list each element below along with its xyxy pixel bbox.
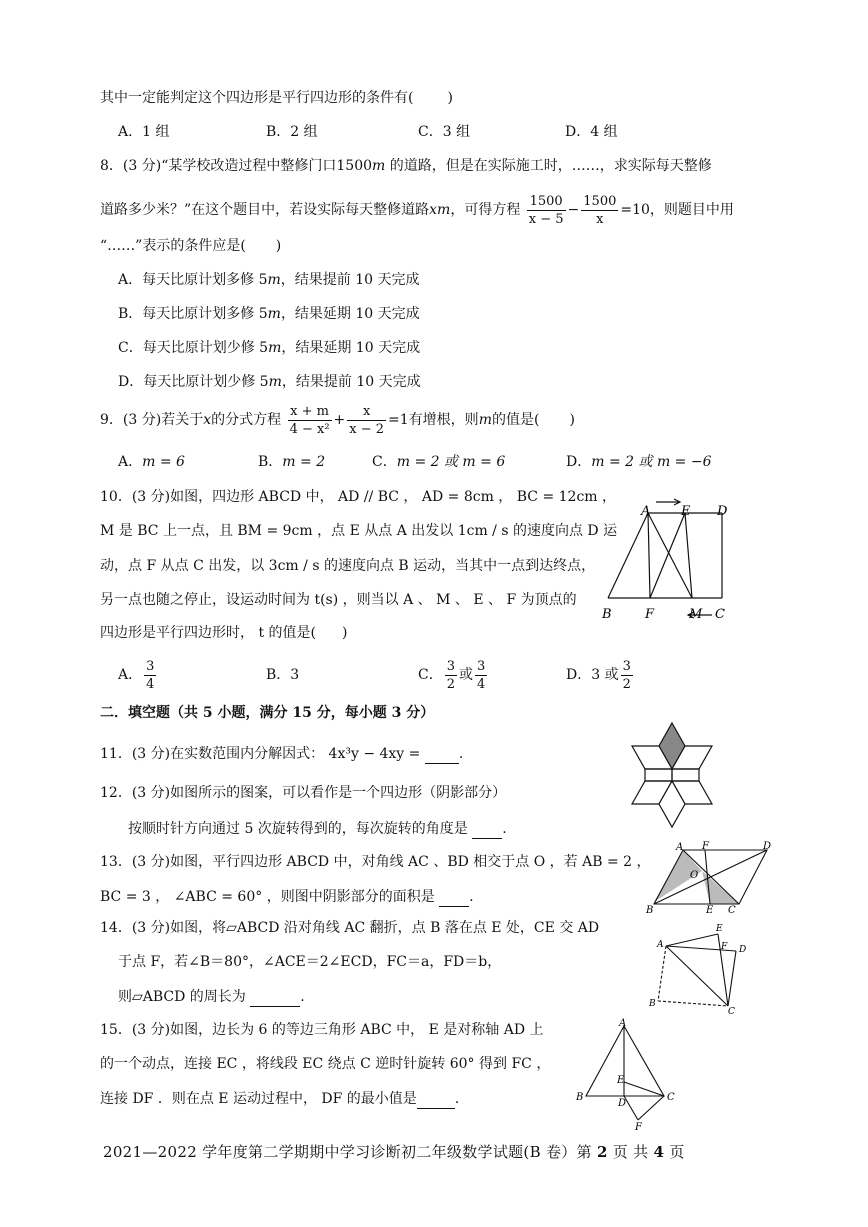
q15-label-f: F bbox=[635, 1122, 642, 1133]
q14-figure bbox=[644, 922, 764, 1018]
q10-label-d: D bbox=[717, 504, 728, 519]
q10-line-5: 四边形是平行四边形时， t 的值是( ) bbox=[100, 625, 348, 641]
q14-label-e: E bbox=[716, 924, 723, 934]
q14-label-b: B bbox=[649, 999, 656, 1009]
q15-label-b: B bbox=[576, 1092, 584, 1103]
q15-line-1: 15．(3 分)如图，边长为 6 的等边三角形 ABC 中， E 是对称轴 AD 上 bbox=[100, 1022, 544, 1038]
q13-label-c: C bbox=[728, 905, 736, 916]
q10-line-4: 另一点也随之停止，设运动时间为 t(s) ，则当以 A 、 M 、 E 、 F 为顶点的 bbox=[100, 592, 577, 608]
q7-option-b[interactable]: B．2 组 bbox=[266, 124, 318, 140]
q10-label-f: F bbox=[645, 607, 655, 622]
q9-option-c[interactable]: C．m = 2 或 m = 6 bbox=[372, 454, 506, 470]
q15-label-c: C bbox=[667, 1092, 675, 1103]
q14-label-d: D bbox=[739, 945, 747, 955]
q12-line-2: 按顺时针方向通过 5 次旋转得到的，每次旋转的角度是 . bbox=[128, 818, 507, 839]
q10-label-m: M bbox=[689, 607, 703, 622]
q13-label-f: F bbox=[702, 841, 709, 852]
page-footer: 2021—2022 学年度第二学期期中学习诊断初二年级数学试题(B 卷）第 2 页 共 4 页 bbox=[103, 1143, 685, 1161]
q15-answer-blank[interactable] bbox=[417, 1088, 455, 1109]
q15-label-d: D bbox=[618, 1098, 627, 1109]
q10-label-b: B bbox=[602, 607, 612, 622]
q9-fraction-1: $\frac{x + m}{\text{4 − x²}}$ bbox=[289, 403, 330, 437]
q7-option-a[interactable]: A．1 组 bbox=[118, 124, 170, 140]
q11-stem: 11．(3 分)在实数范围内分解因式： 4x³y − 4xy = . bbox=[100, 743, 463, 764]
q13-label-e: E bbox=[706, 905, 714, 916]
q7-option-c[interactable]: C．3 组 bbox=[418, 124, 471, 140]
q9-option-a[interactable]: A．m = 6 bbox=[118, 454, 185, 470]
q14-label-a: A bbox=[657, 940, 664, 950]
q8-option-b[interactable]: B．每天比原计划多修 5m，结果延期 10 天完成 bbox=[118, 306, 420, 322]
q10-label-e: E bbox=[681, 504, 691, 519]
q13-line-2: BC = 3 ， ∠ABC = 60° ，则图中阴影部分的面积是 . bbox=[100, 886, 474, 907]
q15-figure bbox=[572, 1016, 684, 1134]
q13-figure bbox=[640, 838, 774, 918]
q13-label-a: A bbox=[676, 842, 684, 853]
q8-line-3: “……”表示的条件应是( ) bbox=[100, 238, 282, 254]
q15-line-3: 连接 DF ．则在点 E 运动过程中， DF 的最小值是 . bbox=[100, 1088, 459, 1109]
q15-label-e: E bbox=[617, 1075, 625, 1086]
q15-label-a: A bbox=[619, 1018, 627, 1029]
q10-label-c: C bbox=[715, 607, 725, 622]
q8-fraction-2: $\frac{1500}{x}$ bbox=[583, 193, 617, 227]
q10-figure bbox=[600, 498, 740, 628]
q14-line-3: 则▱ABCD 的周长为 . bbox=[118, 986, 305, 1007]
q10-line-2: M 是 BC 上一点，且 BM = 9cm ，点 E 从点 A 出发以 1cm / s 的速度向点 D 运 bbox=[100, 523, 618, 539]
q14-label-f: F bbox=[721, 942, 728, 952]
q12-star-figure bbox=[622, 718, 722, 832]
q7-option-d[interactable]: D．4 组 bbox=[565, 124, 618, 140]
q10-label-a: A bbox=[641, 504, 651, 519]
q9-stem: 9．(3 分)若关于x的分式方程 $\frac{x + m}{\text{4 − x²}}$ + $\frac{x}{x - 2}$ =1有增根，则m的值是( ) bbox=[100, 403, 575, 437]
q14-line-2: 于点 F，若∠B＝80°，∠ACE＝2∠ECD，FC＝a，FD＝b， bbox=[118, 954, 502, 970]
q9-fraction-2: $\frac{x}{x - 2}$ bbox=[349, 403, 385, 437]
q10-option-c[interactable]: C． $\frac{3}{2}$ 或 $\frac{3}{4}$ bbox=[418, 658, 486, 692]
q10-option-d[interactable]: D．3 或 $\frac{3}{2}$ bbox=[566, 658, 631, 692]
q11-answer-blank[interactable] bbox=[425, 743, 459, 764]
q13-label-b: B bbox=[646, 905, 654, 916]
q8-option-c[interactable]: C．每天比原计划少修 5m，结果延期 10 天完成 bbox=[118, 340, 421, 356]
q15-line-2: 的一个动点，连接 EC ，将线段 EC 绕点 C 逆时针旋转 60° 得到 FC ， bbox=[100, 1056, 551, 1072]
q13-label-o: O bbox=[690, 870, 699, 881]
q9-option-b[interactable]: B．m = 2 bbox=[258, 454, 326, 470]
q12-answer-blank[interactable] bbox=[472, 818, 502, 839]
q14-answer-blank[interactable] bbox=[250, 986, 300, 1007]
q10-option-a[interactable]: A． $\frac{3}{4}$ bbox=[118, 658, 155, 692]
q13-answer-blank[interactable] bbox=[439, 886, 469, 907]
q8-fraction-1: $\frac{1500}{x - 5}$ bbox=[528, 193, 564, 227]
q8-option-a[interactable]: A．每天比原计划多修 5m，结果提前 10 天完成 bbox=[118, 272, 420, 288]
q10-line-1: 10．(3 分)如图，四边形 ABCD 中， AD // BC ， AD = 8cm ， BC = 12cm ， bbox=[100, 489, 617, 505]
q14-label-c: C bbox=[728, 1007, 735, 1017]
q13-label-d: D bbox=[763, 841, 772, 852]
q12-line-1: 12．(3 分)如图所示的图案，可以看作是一个四边形（阴影部分） bbox=[100, 785, 507, 801]
q9-option-d[interactable]: D．m = 2 或 m = −6 bbox=[566, 454, 712, 470]
q13-line-1: 13．(3 分)如图，平行四边形 ABCD 中，对角线 AC 、BD 相交于点 O ，若 AB = 2 ， bbox=[100, 854, 651, 870]
q8-option-d[interactable]: D．每天比原计划少修 5m，结果提前 10 天完成 bbox=[118, 374, 421, 390]
q8-line-2: 道路多少米？”在这个题目中，若设实际每天整修道路xm，可得方程 $\frac{1500}{x - 5}$ − $\frac{1500}{x}$ =10，则题目中用 bbox=[100, 193, 734, 227]
q10-line-3: 动，点 F 从点 C 出发，以 3cm / s 的速度向点 B 运动，当其中一点到达终点， bbox=[100, 558, 596, 574]
q10-option-b[interactable]: B．3 bbox=[266, 667, 300, 683]
q14-line-1: 14．(3 分)如图，将▱ABCD 沿对角线 AC 翻折，点 B 落在点 E 处，CE 交 AD bbox=[100, 920, 600, 936]
section-2-heading: 二．填空题（共 5 小题，满分 15 分，每小题 3 分） bbox=[100, 705, 435, 721]
q8-line-1: 8．(3 分)“某学校改造过程中整修门口1500m 的道路，但是在实际施工时，……，求实际每天整修 bbox=[100, 158, 712, 174]
q7-stem-tail: 其中一定能判定这个四边形是平行四边形的条件有( ) bbox=[100, 90, 453, 106]
